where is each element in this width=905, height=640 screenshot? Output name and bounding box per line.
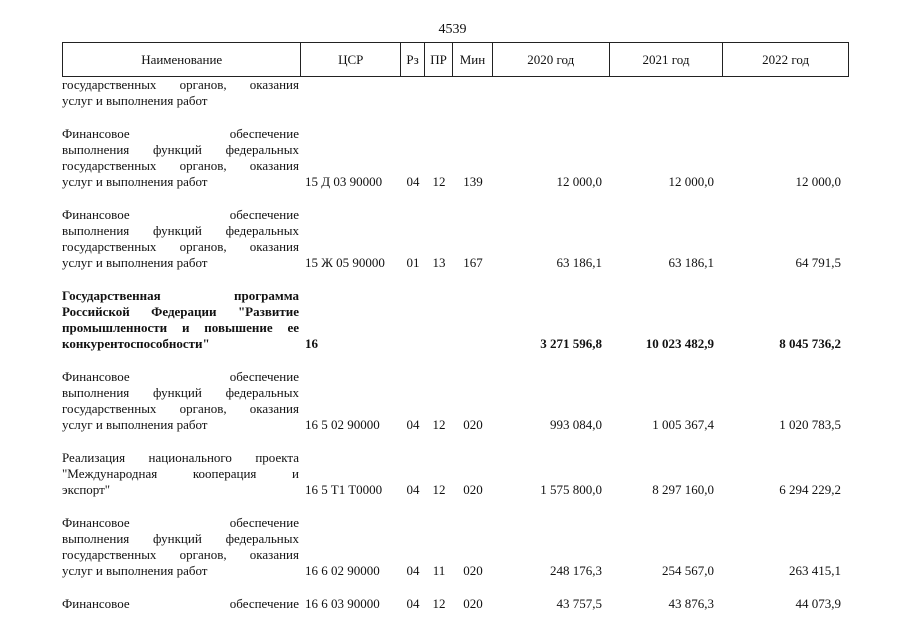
row-2020: 63 186,1	[556, 255, 602, 270]
row-name-line: Финансовое обеспечение	[62, 126, 299, 141]
row-rz: 04	[406, 482, 420, 497]
row-2021: 8 297 160,0	[652, 482, 714, 497]
row-2022: 64 791,5	[795, 255, 841, 270]
row-name-line: Реализация национального проекта	[62, 450, 299, 465]
table-row	[62, 126, 849, 190]
row-min: 167	[463, 255, 483, 270]
row-name-line: выполнения функций федеральных	[62, 531, 299, 546]
row-name	[62, 369, 301, 433]
row-2021: 63 186,1	[668, 255, 714, 270]
row-name-line: услуг и выполнения работ	[62, 174, 208, 189]
row-name-line: государственных органов, оказания	[62, 547, 299, 562]
row-name-line: услуг и выполнения работ	[62, 93, 208, 108]
row-2021: 254 567,0	[662, 563, 714, 578]
row-2022: 44 073,9	[795, 596, 841, 611]
row-2021: 12 000,0	[668, 174, 714, 189]
row-min: 139	[463, 174, 483, 189]
row-2020: 248 176,3	[550, 563, 602, 578]
row-2020: 12 000,0	[556, 174, 602, 189]
row-name-line: услуг и выполнения работ	[62, 417, 208, 432]
row-csr: 16	[305, 336, 318, 351]
row-name-line: услуг и выполнения работ	[62, 255, 208, 270]
header-name: Наименование	[63, 43, 301, 76]
row-2020: 1 575 800,0	[540, 482, 602, 497]
row-min: 020	[463, 417, 483, 432]
row-gap	[62, 352, 849, 369]
header-csr: ЦСР	[301, 43, 401, 76]
row-name-line: услуг и выполнения работ	[62, 563, 208, 578]
header-rz: Рз	[401, 43, 425, 76]
header-2022: 2022 год	[762, 51, 810, 67]
header-min: Мин	[453, 43, 493, 76]
row-name-line: выполнения функций федеральных	[62, 385, 299, 400]
row-2020: 3 271 596,8	[540, 336, 602, 351]
header-2020: 2020 год	[493, 43, 610, 76]
row-name-line: Финансовое обеспечение	[62, 207, 299, 222]
row-2022: 6 294 229,2	[779, 482, 841, 497]
row-rz: 01	[406, 255, 420, 270]
header-pr: ПР	[425, 43, 453, 76]
row-pr: 12	[432, 482, 446, 497]
row-2021: 1 005 367,4	[652, 417, 714, 432]
row-csr: 16 5 02 90000	[305, 417, 380, 432]
table-row	[62, 515, 849, 579]
row-pr: 13	[432, 255, 446, 270]
row-name-line: выполнения функций федеральных	[62, 142, 299, 157]
row-2021: 10 023 482,9	[645, 336, 714, 351]
table-row	[62, 450, 849, 498]
row-2022: 1 020 783,5	[779, 417, 841, 432]
table-row	[62, 207, 849, 271]
row-2022: 8 045 736,2	[779, 336, 841, 351]
row-name	[62, 77, 301, 109]
row-min: 020	[463, 563, 483, 578]
row-gap	[62, 109, 849, 126]
row-name-line: конкурентоспособности"	[62, 336, 210, 351]
row-2021: 43 876,3	[668, 596, 714, 611]
row-name	[62, 126, 301, 190]
row-name-line: государственных органов, оказания	[62, 239, 299, 254]
row-gap	[62, 579, 849, 596]
row-name	[62, 207, 301, 271]
row-min: 020	[463, 482, 483, 497]
row-pr: 12	[432, 596, 446, 611]
row-name-line: "Международная кооперация и	[62, 466, 299, 481]
row-name	[62, 288, 301, 352]
row-name-line: государственных органов, оказания	[62, 77, 299, 92]
header-2021: 2021 год	[610, 43, 724, 76]
row-name-line: Финансовое обеспечение	[62, 515, 299, 530]
row-name-line: промышленности и повышение ее	[62, 320, 299, 335]
row-rz: 04	[406, 596, 420, 611]
row-csr: 15 Д 03 90000	[305, 174, 383, 189]
row-csr: 16 6 02 90000	[305, 563, 380, 578]
row-gap	[62, 190, 849, 207]
table-row	[62, 288, 849, 352]
row-gap	[62, 433, 849, 450]
row-2022: 263 415,1	[789, 563, 841, 578]
table-row	[62, 369, 849, 433]
page-number: 4539	[438, 22, 467, 37]
row-name-line: Финансовое обеспечение	[62, 596, 299, 611]
row-min: 020	[463, 596, 483, 611]
row-gap	[62, 498, 849, 515]
row-name	[62, 515, 301, 579]
table-row	[62, 77, 849, 109]
row-name-line: Государственная программа	[62, 288, 299, 303]
row-gap	[62, 271, 849, 288]
row-csr: 16 5 T1 T0000	[305, 482, 383, 497]
row-rz: 04	[406, 417, 420, 432]
row-name-line: государственных органов, оказания	[62, 158, 299, 173]
row-2022: 12 000,0	[795, 174, 841, 189]
row-name-line: выполнения функций федеральных	[62, 223, 299, 238]
row-name-line: государственных органов, оказания	[62, 401, 299, 416]
row-name-line: Финансовое обеспечение	[62, 369, 299, 384]
row-pr: 12	[432, 174, 446, 189]
row-csr: 15 Ж 05 90000	[305, 255, 385, 270]
row-2020: 43 757,5	[556, 596, 602, 611]
row-csr: 16 6 03 90000	[305, 596, 380, 611]
row-pr: 12	[432, 417, 446, 432]
row-name	[62, 596, 301, 612]
row-name-line: Российской Федерации "Развитие	[62, 304, 299, 319]
table-row	[62, 596, 849, 612]
row-rz: 04	[406, 563, 420, 578]
row-rz: 04	[406, 174, 420, 189]
row-name-line: экспорт"	[62, 482, 111, 497]
row-2020: 993 084,0	[550, 417, 602, 432]
row-name	[62, 450, 301, 498]
table-header	[62, 42, 849, 77]
row-pr: 11	[432, 563, 446, 578]
table-body	[62, 77, 849, 612]
